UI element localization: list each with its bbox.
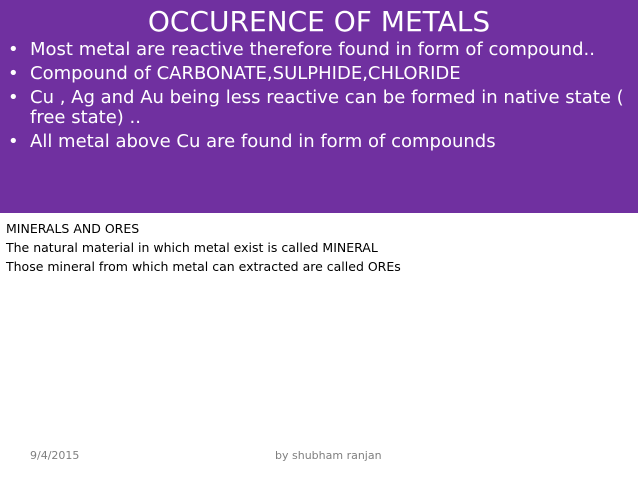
- bullet-list: [8, 40, 630, 156]
- bullet-icon: •: [8, 39, 19, 60]
- minerals-section: [6, 219, 632, 276]
- footer-author: by shubham ranjan: [275, 449, 382, 462]
- bullet-item: [8, 64, 630, 84]
- bullet-item: [8, 88, 630, 128]
- bullet-text: All metal above Cu are found in form of compounds: [30, 131, 496, 152]
- section-line: Those mineral from which metal can extracted are called OREs: [6, 259, 401, 274]
- section-heading: MINERALS AND ORES: [6, 221, 140, 236]
- bullet-text: Cu , Ag and Au being less reactive can be formed in native state ( free state) ..: [30, 87, 624, 128]
- title-banner: [0, 0, 638, 213]
- bullet-text: Compound of CARBONATE,SULPHIDE,CHLORIDE: [30, 63, 461, 84]
- bullet-item: [8, 132, 630, 152]
- section-line: The natural material in which metal exist is called MINERAL: [6, 240, 378, 255]
- bullet-item: [8, 40, 630, 60]
- bullet-icon: •: [8, 87, 19, 108]
- footer-date: 9/4/2015: [30, 449, 80, 462]
- bullet-text: Most metal are reactive therefore found in form of compound..: [30, 39, 596, 60]
- bullet-icon: •: [8, 63, 19, 84]
- slide-title: OCCURENCE OF METALS: [147, 5, 491, 38]
- bullet-icon: •: [8, 131, 19, 152]
